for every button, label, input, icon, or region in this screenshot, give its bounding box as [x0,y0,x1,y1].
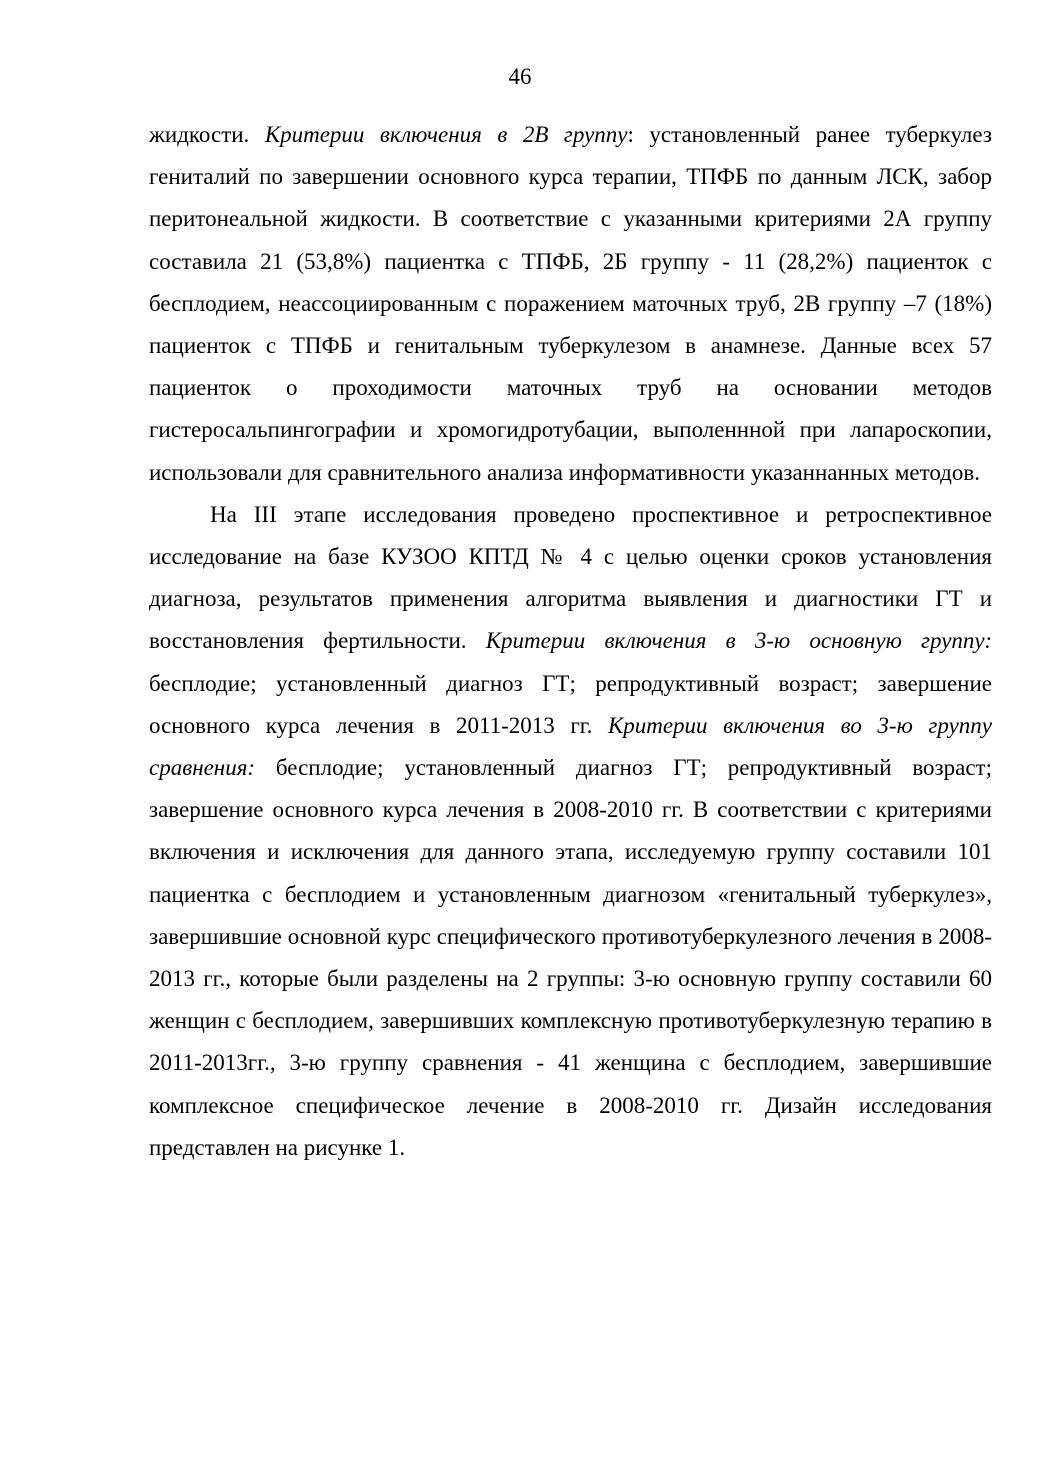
italic-text-run: Критерии включения в 3-ю основную группу: [485,628,992,654]
text-run: жидкости. [149,122,265,147]
text-run: На III этапе исследования проведено проспективное и ретроспективное исследование на базе КУЗОО КПТД № 4 с целью оценки сроков установления диагноза, результатов применения алгоритма выявления и диагностики ГТ и восстановления фертильности. [149,501,992,654]
page-number: 46 [508,64,532,89]
text-run: бесплодие; установленный диагноз ГТ; репродуктивный возраст; завершение основного курса лечения в 2011-2013 гг. [149,670,992,738]
italic-text-run: Критерии включения в 2В группу [264,122,628,147]
paragraph-2 [149,494,992,1169]
body-text [149,114,992,1169]
text-run: : установленный ранее туберкулез гениталий по завершении основного курса терапии, ТПФБ по данным ЛСК, забор перитонеальной жидкости. В соответствие с указанными критериями 2А группу составила 21 (53,8%) пациентка с ТПФБ, 2Б группу - 11 (28,2%) пациенток с бесплодием, неассоциированным с поражением маточных труб, 2В группу –7 (18%) пациенток с ТПФБ и генитальным туберкулезом в анамнезе. Данные всех 57 пациенток о проходимости маточных труб на основании методов гистеросальпингографии и хромогидротубации, выполеннной при лапароскопии, использовали для сравнительного анализа информативности указаннанных методов. [149,122,992,485]
text-run: бесплодие; установленный диагноз ГТ; репродуктивный возраст; завершение основного курса лечения в 2008-2010 гг. В соответствии с критериями включения и исключения для данного этапа, исследуемую группу составили 101 пациентка с бесплодием и установленным диагнозом «генитальный туберкулез», завершившие основной курс специфического противотуберкулезного лечения в 2008-2013 гг., которые были разделены на 2 группы: 3-ю основную группу составили 60 женщин с бесплодием, завершивших комплексную противотуберкулезную терапию в 2011-2013гг., 3-ю группу сравнения - 41 женщина с бесплодием, завершившие комплексное специфическое лечение в 2008-2010 гг. Дизайн исследования представлен на рисунке 1. [149,755,992,1160]
italic-text-run: Критерии включения во 3-ю группу сравнения: [149,712,992,781]
paragraph-1 [149,114,992,494]
